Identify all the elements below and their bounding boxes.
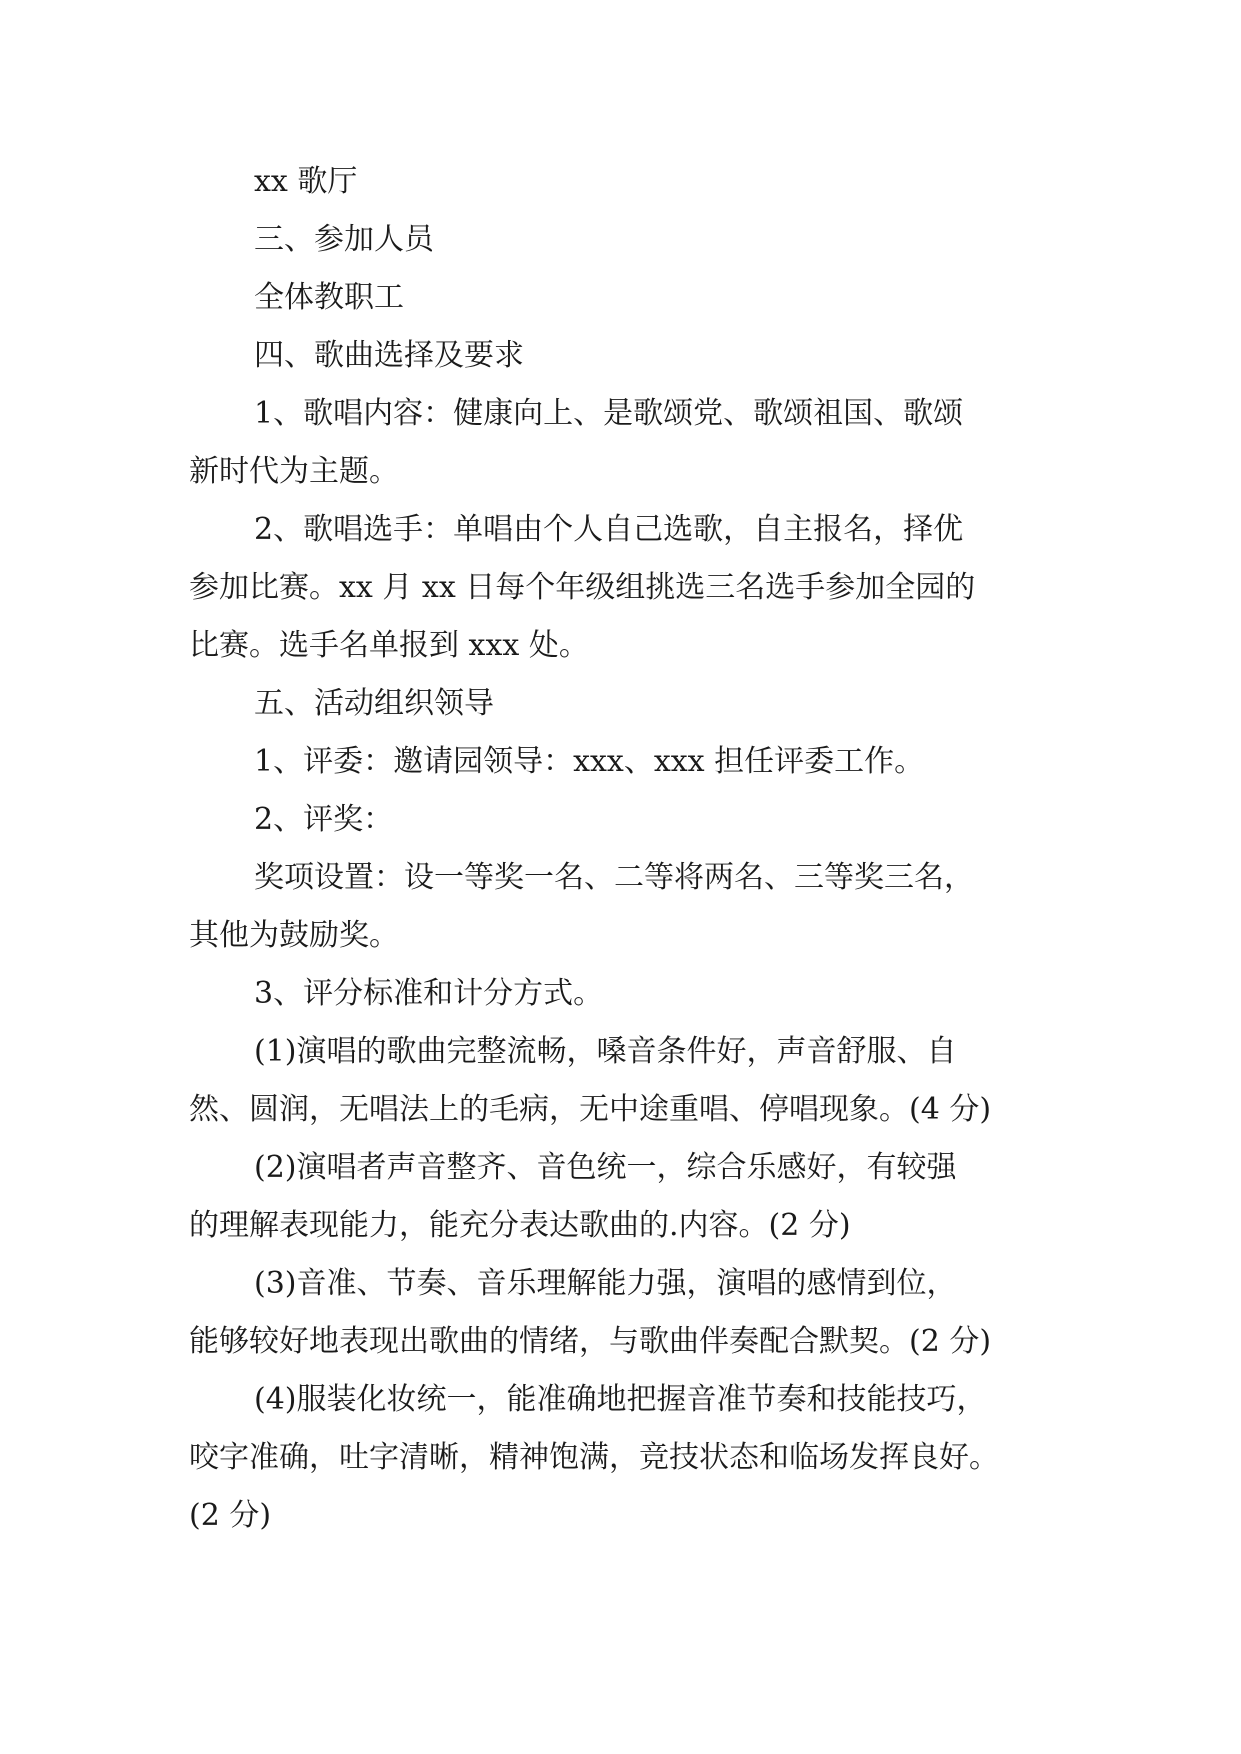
- paragraph-line: 比赛。选手名单报到 xxx 处。: [189, 628, 589, 663]
- paragraph-line: 2、歌唱选手：单唱由个人自己选歌，自主报名，择优: [254, 512, 964, 547]
- criteria-item-line: (1)演唱的歌曲完整流畅，嗓音条件好，声音舒服、自: [254, 1034, 957, 1069]
- paragraph-line: 其他为鼓励奖。: [189, 918, 399, 953]
- paragraph-line: 3、评分标准和计分方式。: [254, 976, 604, 1011]
- criteria-item-line: 能够较好地表现出歌曲的情绪，与歌曲伴奏配合默契。(2 分): [189, 1324, 992, 1359]
- criteria-item-line: (3)音准、节奏、音乐理解能力强，演唱的感情到位，: [254, 1266, 957, 1301]
- paragraph-line: 奖项设置：设一等奖一名、二等将两名、三等奖三名，: [254, 860, 974, 895]
- section-heading-organization: 五、活动组织领导: [254, 686, 494, 721]
- criteria-item-line: (2)演唱者声音整齐、音色统一，综合乐感好，有较强: [254, 1150, 957, 1185]
- paragraph-line: 参加比赛。xx 月 xx 日每个年级组挑选三名选手参加全园的: [189, 570, 976, 605]
- section-heading-participants: 三、参加人员: [254, 222, 434, 257]
- paragraph-line: 1、歌唱内容：健康向上、是歌颂党、歌颂祖国、歌颂: [254, 396, 964, 431]
- venue-text: xx 歌厅: [254, 164, 358, 199]
- criteria-item-line: (2 分): [189, 1498, 272, 1533]
- paragraph-line: 新时代为主题。: [189, 454, 399, 489]
- paragraph-line: 2、评奖：: [254, 802, 394, 837]
- criteria-item-line: (4)服装化妆统一，能准确地把握音准节奏和技能技巧，: [254, 1382, 987, 1417]
- criteria-item-line: 咬字准确，吐字清晰，精神饱满，竞技状态和临场发挥良好。: [189, 1440, 999, 1475]
- paragraph-line: 1、评委：邀请园领导：xxx、xxx 担任评委工作。: [254, 744, 925, 779]
- criteria-item-line: 然、圆润，无唱法上的毛病，无中途重唱、停唱现象。(4 分): [189, 1092, 992, 1127]
- section-heading-songs: 四、歌曲选择及要求: [254, 338, 524, 373]
- participants-text: 全体教职工: [254, 280, 404, 315]
- criteria-item-line: 的理解表现能力，能充分表达歌曲的.内容。(2 分): [189, 1208, 851, 1243]
